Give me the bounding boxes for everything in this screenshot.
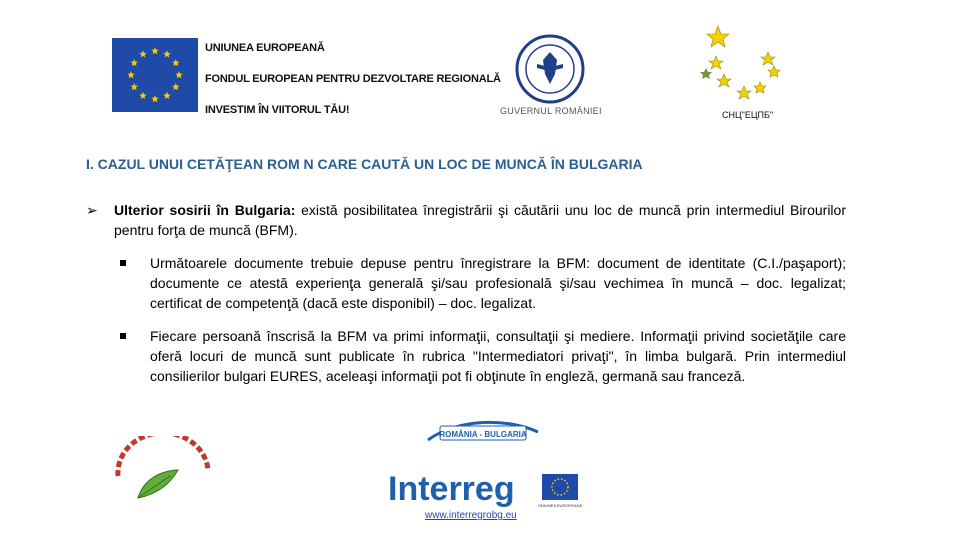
sub-item-text: Fiecare persoană înscrisă la BFM va primi informaţii, consultaţii şi mediere. Informaţii privind societăţile care oferă locuri de muncă sunt publicate în rubrica "Intermediatori privaţi", în limba bulgară. Prin intermediul consilierilor bulgari EURES, aceleaşi informaţii pot fi obţinute în engleză, germană sau franceză. — [150, 328, 846, 384]
eu-small-label: UNIUNEA EUROPEANĂ — [537, 503, 583, 508]
eu-star-icon — [151, 95, 159, 102]
eu-star-icon — [172, 59, 180, 66]
eu-star-icon — [151, 47, 159, 54]
eu-star-icon — [139, 92, 147, 99]
main-item-text: există posibilitatea înregistrării şi căutării unu loc de muncă prin intermediul Birourilor pentru forţa de muncă (BFM). — [114, 202, 846, 238]
square-bullet-icon — [120, 260, 126, 266]
page-title: I. CAZUL UNUI CETĂŢEAN ROM N CARE CAUTĂ UN LOC DE MUNCĂ ÎN BULGARIA — [86, 156, 643, 172]
association-logo-icon — [108, 436, 218, 506]
sub-item-text: Următoarele documente trebuie depuse pentru înregistrare la BFM: document de identitate (C.I./paşaport); documente ce atestă experienţa generală şi/sau profesională şi/sau vechimea în muncă – doc. legalizat; certificat de competenţă (dacă este disponibil) – doc. legalizat. — [150, 255, 846, 311]
eu-star-icon — [163, 92, 171, 99]
stars-logo-label: СНЦ"ЕЦПБ" — [722, 110, 774, 120]
interreg-word: Interreg — [388, 470, 515, 508]
interreg-logo — [388, 418, 588, 510]
sub-list-item — [120, 253, 846, 313]
stars-circle-logo-icon — [700, 24, 786, 102]
eu-star-icon — [139, 50, 147, 57]
eu-star-icon — [127, 71, 135, 78]
arrow-bullet-icon: ➢ — [86, 202, 98, 218]
eu-line-1: UNIUNEA EUROPEANĂ — [205, 42, 325, 54]
eu-fund-text — [205, 40, 501, 119]
eu-star-icon — [163, 50, 171, 57]
eu-line-2: FONDUL EUROPEAN PENTRU DEZVOLTARE REGIONALĂ — [205, 73, 501, 86]
gov-label: GUVERNUL ROMÂNIEI — [500, 106, 602, 116]
eu-star-icon — [172, 83, 180, 90]
eu-star-icon — [130, 59, 138, 66]
eu-star-icon — [130, 83, 138, 90]
romanian-government-seal-icon — [515, 34, 585, 104]
eu-star-icon — [175, 71, 183, 78]
interreg-banner: ROMÂNIA - BULGARIA — [439, 430, 527, 439]
main-list-item — [86, 200, 846, 240]
square-bullet-icon — [120, 333, 126, 339]
eu-flag-icon — [112, 38, 198, 112]
eu-line-3: INVESTIM ÎN VIITORUL TĂU! — [205, 104, 350, 117]
sub-list-item — [120, 326, 846, 386]
website-link[interactable]: www.interregrobg.eu — [425, 510, 517, 521]
main-item-bold: Ulterior sosirii în Bulgaria: — [114, 202, 296, 218]
